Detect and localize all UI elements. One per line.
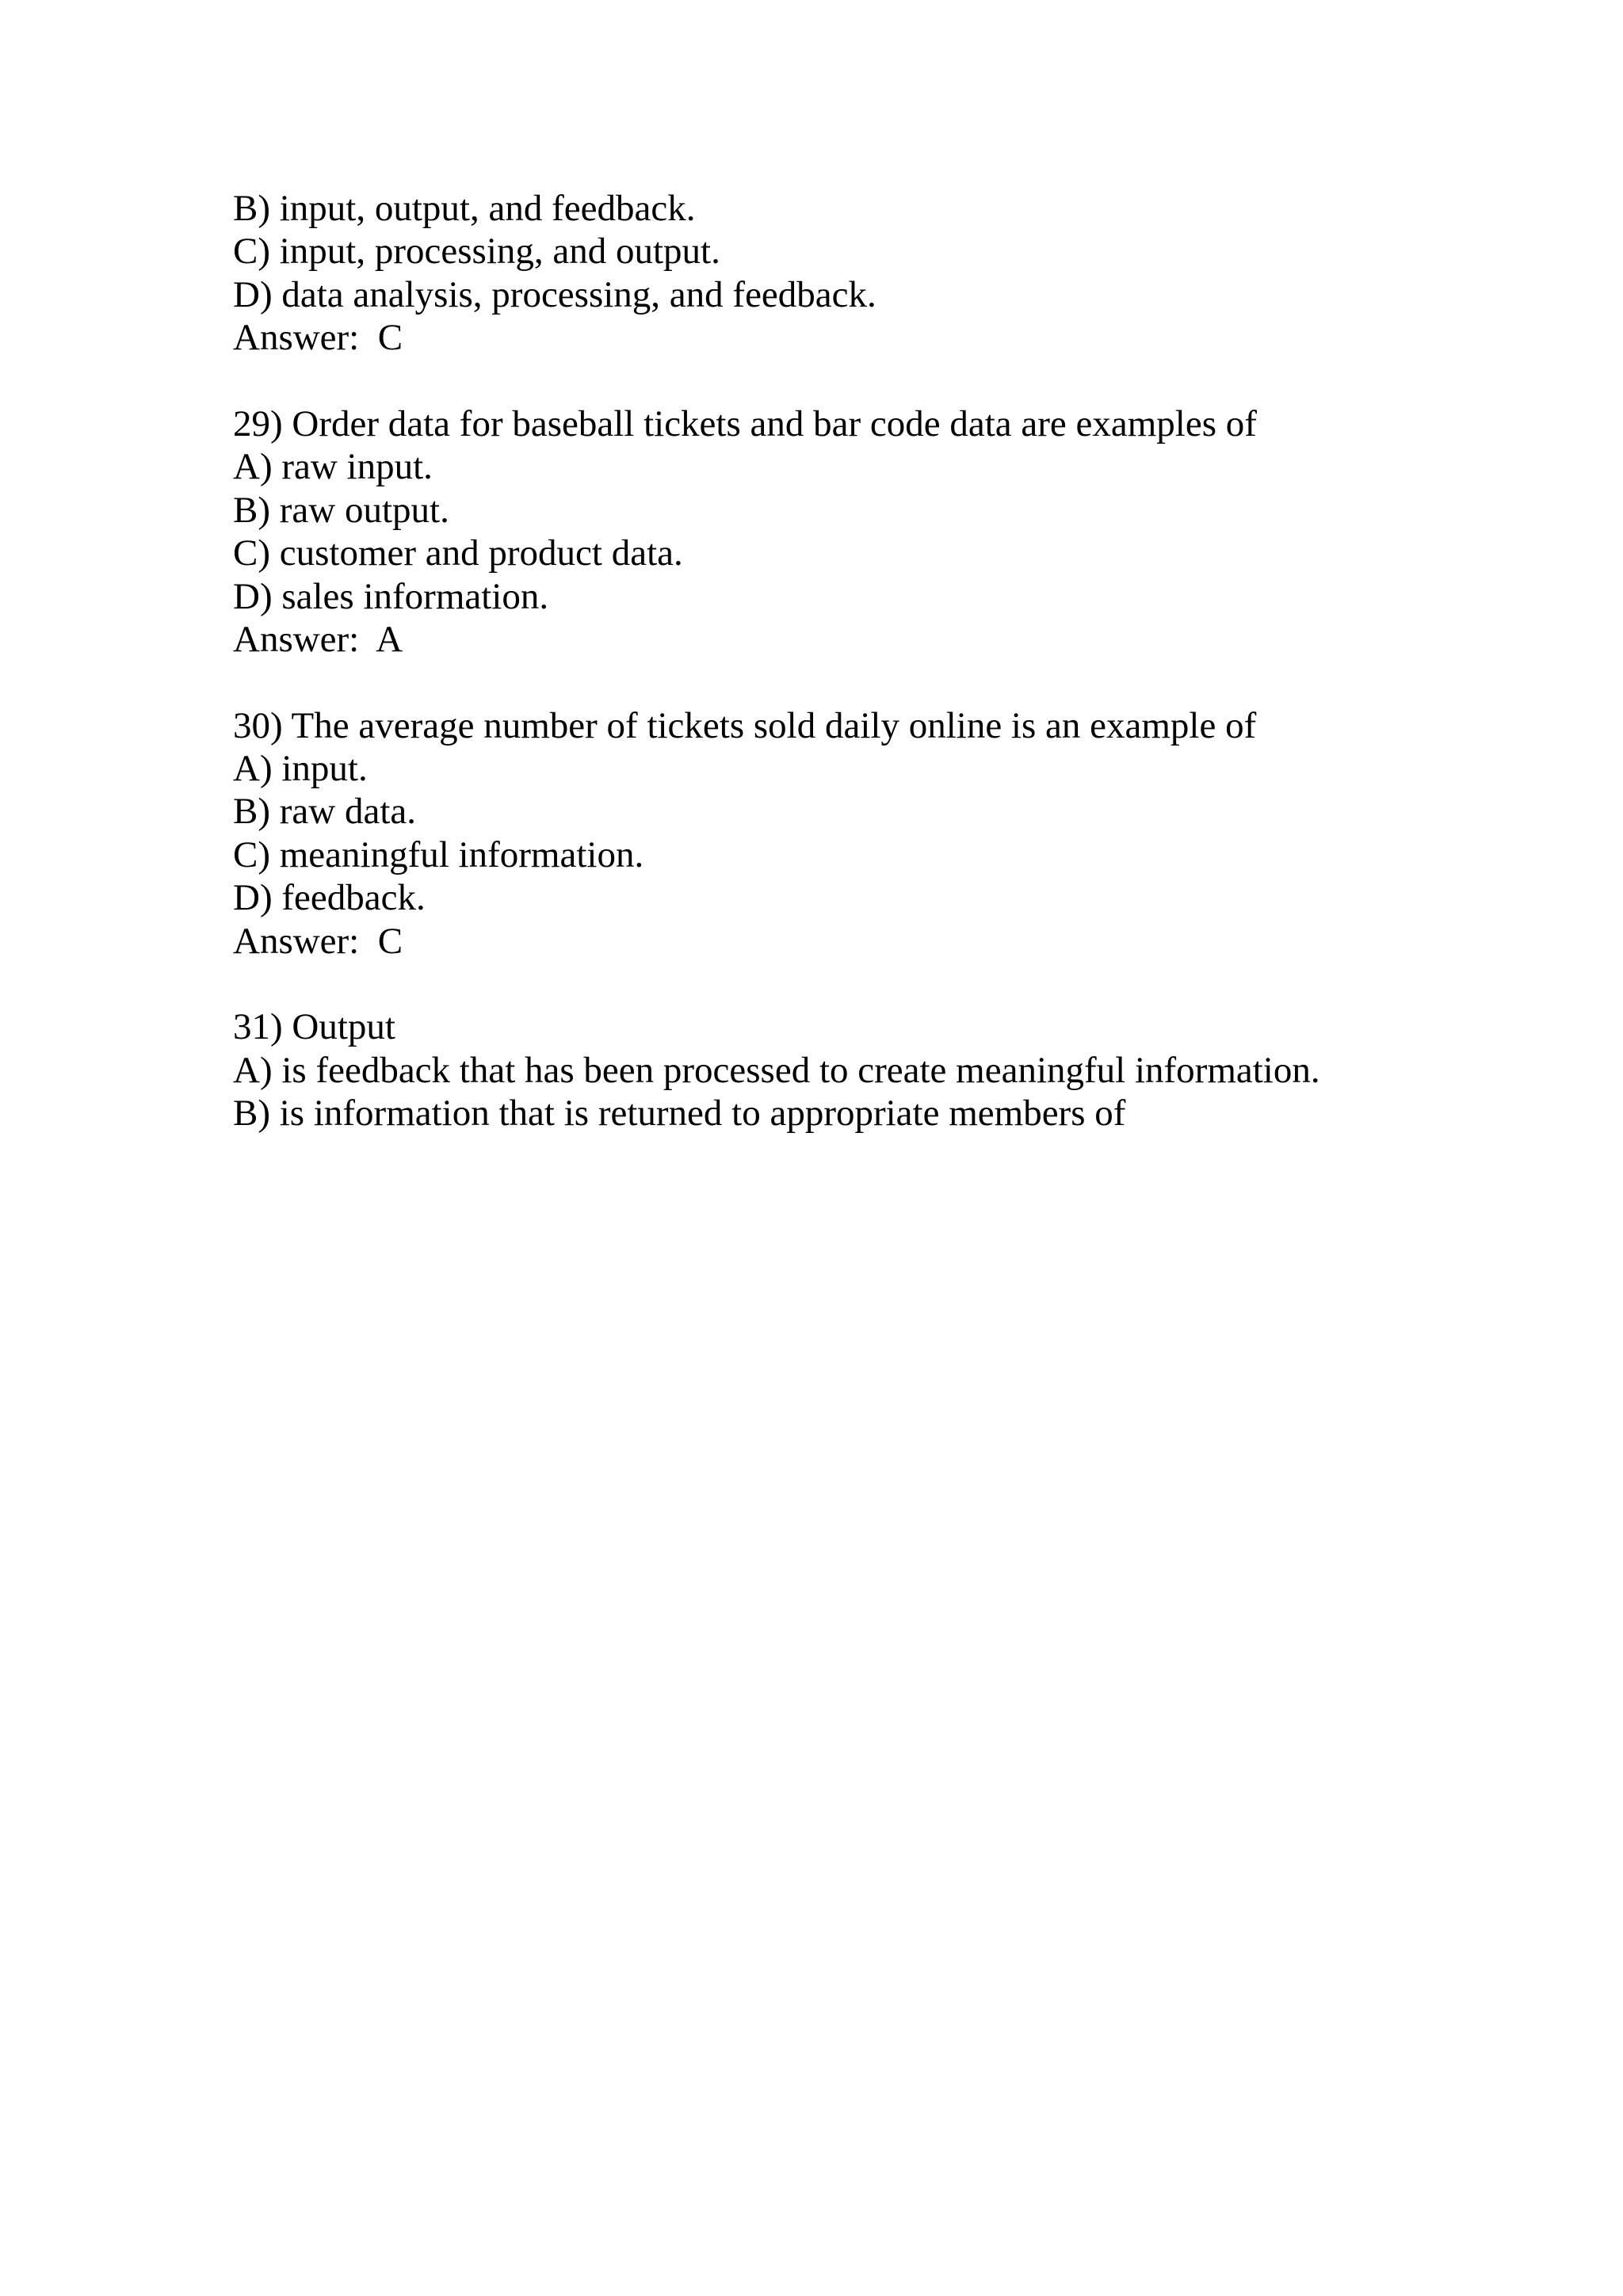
option-a: A) is feedback that has been processed to create meaningful information. (233, 1049, 1320, 1091)
option-c: C) meaningful information. (233, 833, 644, 875)
option-c: C) customer and product data. (233, 532, 683, 574)
option-b: B) input, output, and feedback. (233, 188, 696, 229)
answer: Answer: A (233, 618, 403, 660)
option-b: B) raw output. (233, 489, 449, 531)
question-text: 29) Order data for baseball tickets and bar code data are examples of (233, 402, 1257, 444)
question-30 (233, 704, 1580, 963)
answer: Answer: C (233, 317, 403, 359)
option-b: B) raw data. (233, 791, 416, 833)
document-text (233, 187, 1580, 1135)
question-text: 30) The average number of tickets sold daily online is an example of (233, 704, 1257, 746)
question-31 (233, 1005, 1580, 1135)
option-a: A) raw input. (233, 446, 433, 488)
option-d: D) feedback. (233, 877, 426, 919)
option-c: C) input, processing, and output. (233, 231, 720, 273)
option-a: A) input. (233, 748, 368, 790)
option-d: D) data analysis, processing, and feedback. (233, 273, 876, 315)
option-b: B) is information that is returned to appropriate members of (233, 1093, 1126, 1135)
question-28-tail (233, 187, 1580, 360)
question-text: 31) Output (233, 1006, 395, 1048)
question-29 (233, 402, 1580, 661)
option-d: D) sales information. (233, 575, 549, 617)
answer: Answer: C (233, 920, 403, 962)
